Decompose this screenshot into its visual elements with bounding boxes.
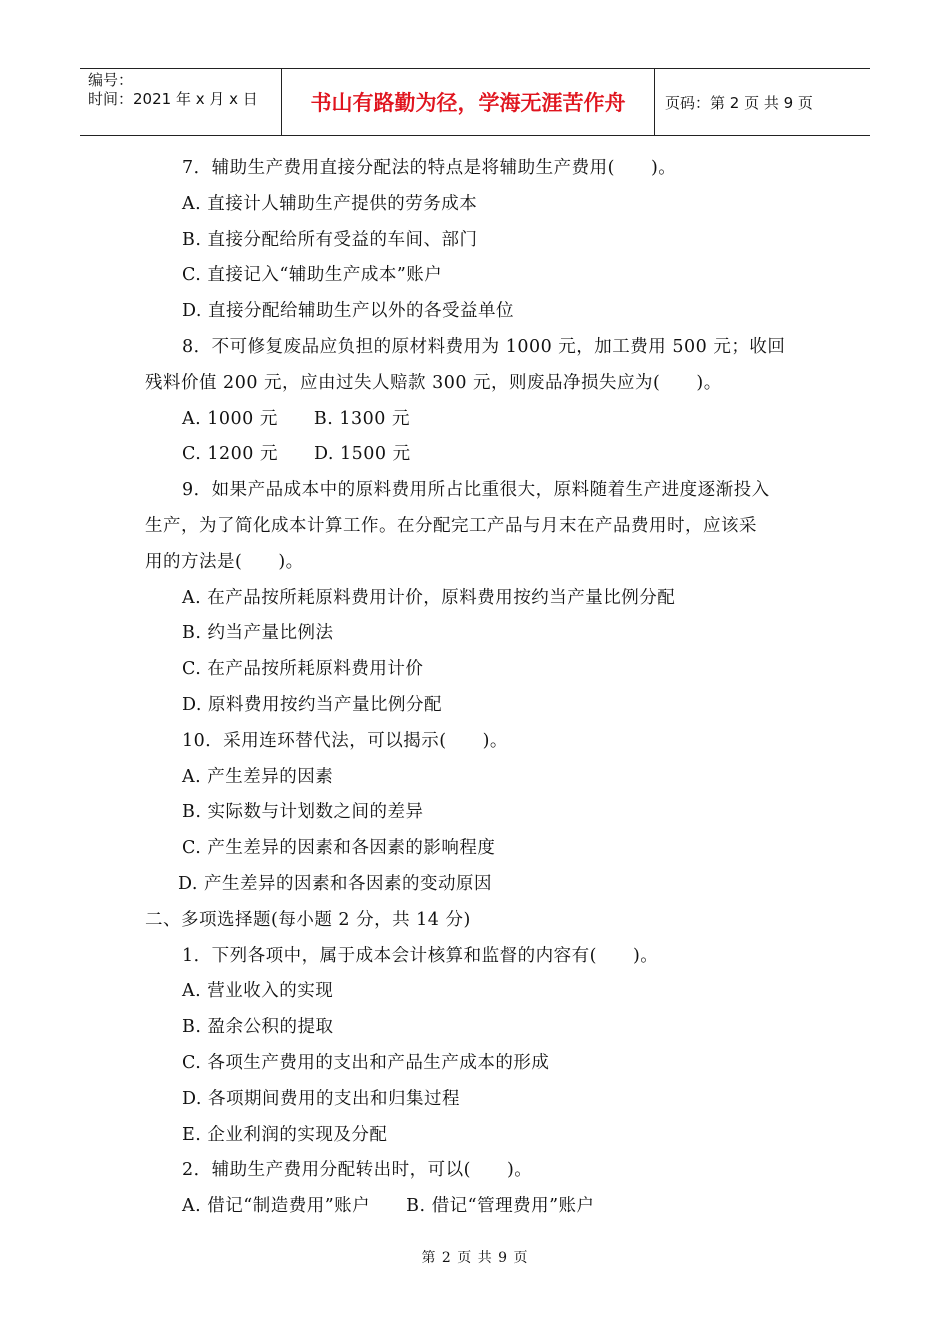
text-line: E. 企业利润的实现及分配 xyxy=(182,1124,388,1145)
text-line: C. 各项生产费用的支出和产品生产成本的形成 xyxy=(182,1053,550,1073)
text-line: A. 1000 元 B. 1300 元 xyxy=(182,408,410,429)
text-line: C. 产生差异的因素和各因素的影响程度 xyxy=(182,838,496,859)
text-line: A. 借记“制造费用”账户 B. 借记“管理费用”账户 xyxy=(182,1196,595,1217)
text-line: B. 盈余公积的提取 xyxy=(182,1017,334,1038)
text-line: D. 原料费用按约当产量比例分配 xyxy=(182,695,443,715)
text-line: A. 直接计人辅助生产提供的劳务成本 xyxy=(182,193,478,214)
text-line: 生产，为了简化成本计算工作。在分配完工产品与月末在产品费用时，应该采 xyxy=(145,516,757,536)
text-line: D. 直接分配给辅助生产以外的各受益单位 xyxy=(182,301,515,322)
text-line: 用的方法是( )。 xyxy=(145,551,304,572)
text-line: A. 营业收入的实现 xyxy=(182,981,334,1002)
text-line: 7．辅助生产费用直接分配法的特点是将辅助生产费用( )。 xyxy=(182,158,677,178)
text-line: B. 直接分配给所有受益的车间、部门 xyxy=(182,229,478,250)
header-meta xyxy=(80,69,282,135)
text-line: 1．下列各项中，属于成本会计核算和监督的内容有( )。 xyxy=(182,945,659,966)
text-line: A. 产生差异的因素 xyxy=(182,766,334,787)
text-line: C. 在产品按所耗原料费用计价 xyxy=(182,659,424,680)
page-code-text: 页码：第 2 页 共 9 页 xyxy=(665,93,813,112)
motto-text: 书山有路勤为径，学海无涯苦作舟 xyxy=(310,91,626,115)
text-line: C. 1200 元 D. 1500 元 xyxy=(182,444,411,465)
time-label: 时间：2021 年 x 月 x 日 xyxy=(88,90,258,108)
text-line: C. 直接记入“辅助生产成本”账户 xyxy=(182,265,443,286)
text-line: 9．如果产品成本中的原料费用所占比重很大，原料随着生产进度逐渐投入 xyxy=(182,480,770,501)
text-line: D. 各项期间费用的支出和归集过程 xyxy=(182,1088,461,1109)
text-line: 残料价值 200 元，应由过失人赔款 300 元，则废品净损失应为( )。 xyxy=(145,372,722,393)
number-label: 编号： xyxy=(88,71,134,89)
text-line: B. 实际数与计划数之间的差异 xyxy=(182,802,424,823)
page-header xyxy=(80,68,870,136)
motto-cell xyxy=(282,69,655,135)
text-line: 2．辅助生产费用分配转出时，可以( )。 xyxy=(182,1160,533,1181)
page-footer: 第 2 页 共 9 页 xyxy=(421,1250,529,1266)
text-line: D. 产生差异的因素和各因素的变动原因 xyxy=(178,874,493,894)
page-code-cell xyxy=(655,69,870,135)
text-line: 10．采用连环替代法，可以揭示( )。 xyxy=(182,730,508,751)
text-line: 二、多项选择题(每小题 2 分，共 14 分) xyxy=(145,909,471,930)
text-line: A. 在产品按所耗原料费用计价，原料费用按约当产量比例分配 xyxy=(182,587,676,608)
text-line: B. 约当产量比例法 xyxy=(182,623,334,644)
text-line: 8．不可修复废品应负担的原材料费用为 1000 元，加工费用 500 元；收回 xyxy=(182,337,786,357)
